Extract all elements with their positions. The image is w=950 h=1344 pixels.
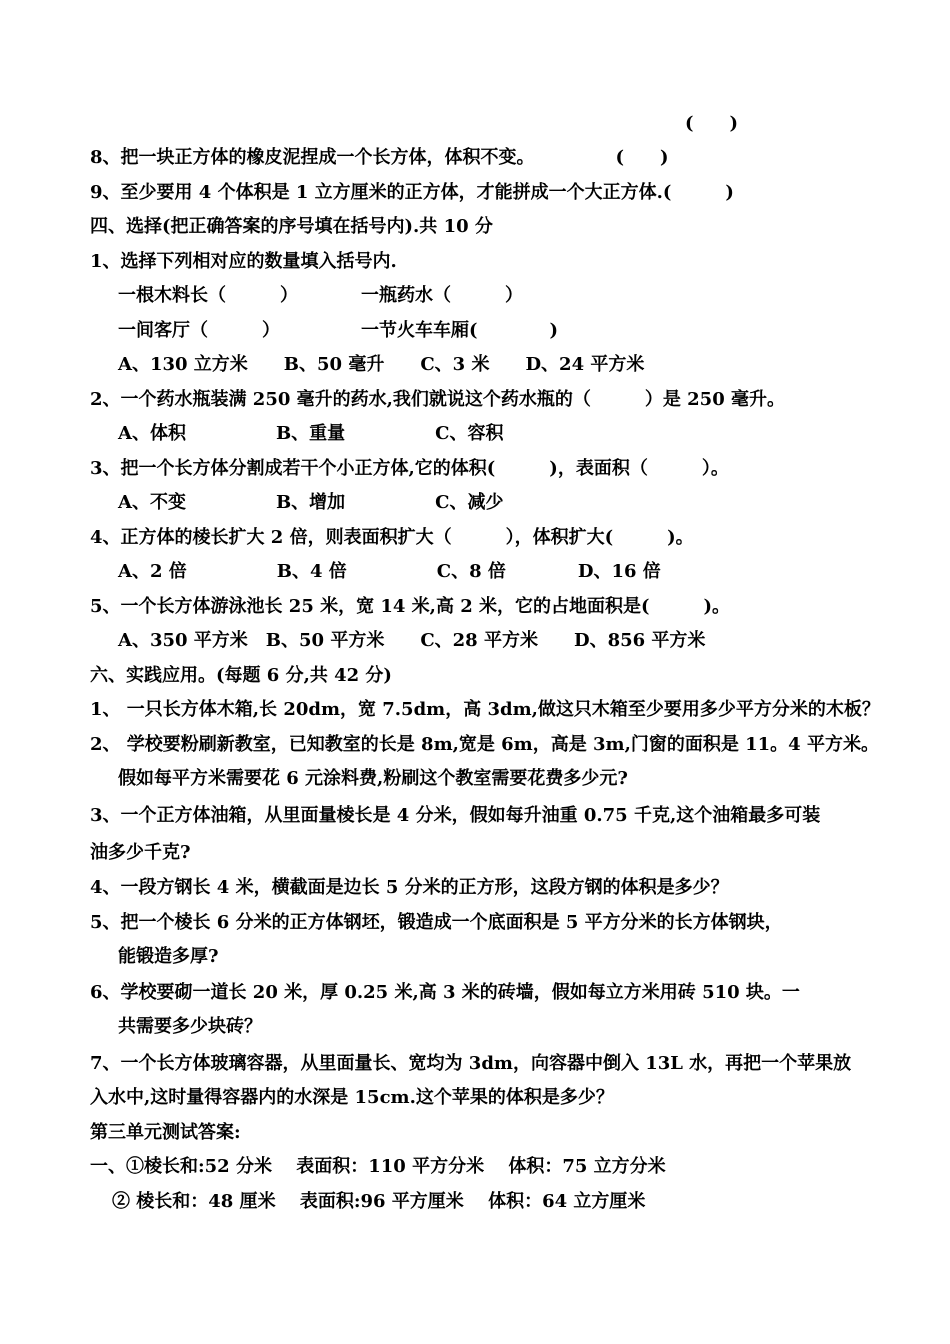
practice-q1: 1、 一只长方体木箱,长 20dm，宽 7.5dm，高 3dm,做这只木箱至少要用多少平方分米的木板？: [90, 699, 880, 720]
choice-q1: 1、选择下列相对应的数量填入括号内.: [90, 251, 397, 272]
practice-q5-cont: 能锻造多厚?: [118, 946, 219, 967]
choice-q3-options: A、不变 B、增加 C、减少: [118, 492, 504, 513]
practice-q3: 3、一个正方体油箱，从里面量棱长是 4 分米，假如每升油重 0.75 千克,这个油箱最多可装: [90, 805, 821, 826]
practice-q4: 4、一段方钢长 4 米，横截面是边长 5 分米的正方形，这段方钢的体积是多少？: [90, 877, 729, 898]
choice-q3: 3、把一个长方体分割成若干个小正方体,它的体积( )，表面积（ ）。: [90, 458, 729, 479]
choice-q1-options: A、130 立方米 B、50 毫升 C、3 米 D、24 平方米: [118, 354, 645, 375]
practice-q7: 7、一个长方体玻璃容器，从里面量长、宽均为 3dm，向容器中倒入 13L 水，再把一个苹果放: [90, 1053, 852, 1074]
section-6-heading: 六、实践应用。(每题 6 分,共 42 分): [90, 665, 392, 686]
answer-1-part1: 一、①棱长和:52 分米 表面积：110 平方分米 体积：75 立方分米: [90, 1156, 666, 1177]
answer-bracket-7: ( ): [685, 113, 739, 134]
practice-q2: 2、 学校要粉刷新教室，已知教室的长是 8m,宽是 6m，高是 3m,门窗的面积是 11。4 平方米。: [90, 734, 879, 755]
choice-q5: 5、一个长方体游泳池长 25 米，宽 14 米,高 2 米，它的占地面积是( )。: [90, 596, 731, 617]
section-4-heading: 四、选择(把正确答案的序号填在括号内).共 10 分: [90, 216, 493, 237]
judge-item-8: 8、把一块正方体的橡皮泥捏成一个长方体，体积不变。 ( ): [90, 147, 669, 168]
practice-q2-cont: 假如每平方米需要花 6 元涂料费,粉刷这个教室需要花费多少元?: [118, 768, 628, 789]
practice-q5: 5、把一个棱长 6 分米的正方体钢坯，锻造成一个底面积是 5 平方分米的长方体钢块，: [90, 912, 783, 933]
answers-heading: 第三单元测试答案:: [90, 1122, 241, 1143]
choice-q4: 4、正方体的棱长扩大 2 倍，则表面积扩大（ ），体积扩大( )。: [90, 527, 694, 548]
judge-item-9: 9、至少要用 4 个体积是 1 立方厘米的正方体，才能拼成一个大正方体.( ): [90, 182, 734, 203]
practice-q6: 6、学校要砌一道长 20 米，厚 0.25 米,高 3 米的砖墙，假如每立方米用砖 510 块。一: [90, 982, 800, 1003]
choice-q2: 2、一个药水瓶装满 250 毫升的药水,我们就说这个药水瓶的（ ）是 250 毫升。: [90, 389, 786, 410]
practice-q3-cont: 油多少千克?: [90, 842, 191, 863]
answer-1-part2: ② 棱长和：48 厘米 表面积:96 平方厘米 体积：64 立方厘米: [112, 1191, 646, 1212]
choice-q4-options: A、2 倍 B、4 倍 C、8 倍 D、16 倍: [118, 561, 661, 582]
choice-q1-row2: 一间客厅（ ） 一节火车车厢( ): [118, 320, 559, 341]
practice-q6-cont: 共需要多少块砖？: [118, 1016, 262, 1037]
practice-q7-cont: 入水中,这时量得容器内的水深是 15cm.这个苹果的体积是多少？: [90, 1087, 614, 1108]
choice-q5-options: A、350 平方米 B、50 平方米 C、28 平方米 D、856 平方米: [118, 630, 706, 651]
choice-q2-options: A、体积 B、重量 C、容积: [118, 423, 504, 444]
choice-q1-row1: 一根木料长（ ） 一瓶药水（ ）: [118, 285, 523, 306]
